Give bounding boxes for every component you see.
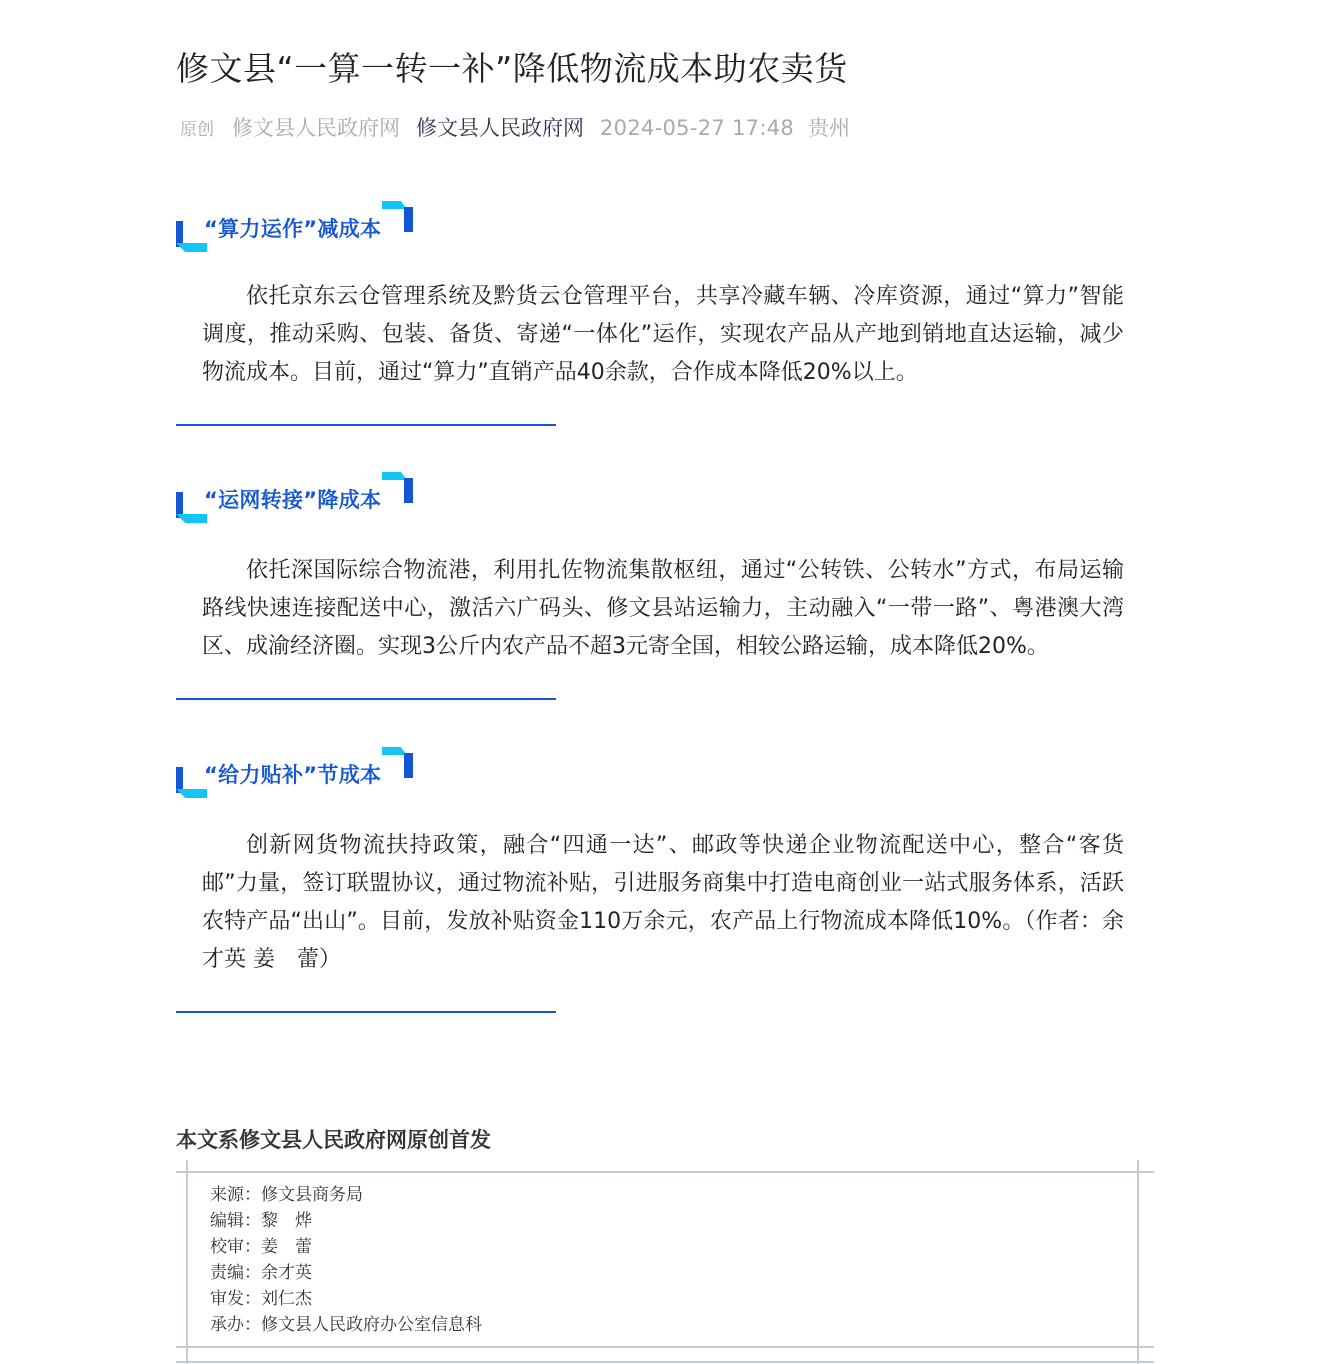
bracket-decoration-icon: [176, 243, 207, 252]
credit-row-source: [210, 1182, 482, 1208]
section-heading-label: “运网转接”降成本: [204, 488, 382, 512]
credit-key: 审发：: [210, 1289, 261, 1309]
credit-value: 黎 烨: [261, 1211, 312, 1231]
credits-table: [176, 1160, 1154, 1364]
credit-row-editor: [210, 1208, 482, 1234]
section-divider: [176, 1011, 556, 1013]
section-divider: [176, 698, 556, 700]
section-paragraph-2: 依托深国际综合物流港，利用扎佐物流集散枢纽，通过“公转铁、公转水”方式，布局运输路线快速连接配送中心，激活六广码头、修文县站运输力，主动融入“一带一路”、粤港澳大湾区、成渝经济圈。实现3公斤内农产品不超3元寄全国，相较公路运输，成本降低20%。: [202, 558, 1124, 659]
section-heading-label: “算力运作”减成本: [204, 217, 382, 241]
table-border: [176, 1346, 1154, 1348]
credit-key: 承办：: [210, 1315, 261, 1335]
section-paragraph-1: 依托京东云仓管理系统及黔货云仓管理平台，共享冷藏车辆、冷库资源，通过“算力”智能调度，推动采购、包装、备货、寄递“一体化”运作，实现农产品从产地到销地直达运输，减少物流成本。目前，通过“算力”直销产品40余款，合作成本降低20%以上。: [202, 284, 1124, 385]
credit-key: 校审：: [210, 1237, 261, 1257]
original-notice: 本文系修文县人民政府网原创首发: [176, 1128, 491, 1152]
section-heading-1: [176, 201, 416, 257]
section-heading-label: “给力贴补”节成本: [204, 763, 382, 787]
bracket-decoration-icon: [404, 207, 413, 232]
table-border: [176, 1361, 1154, 1363]
publish-datetime: 2024-05-27 17:48: [600, 116, 795, 140]
section-heading-3: [176, 747, 416, 803]
credit-row-proofreader: [210, 1234, 482, 1260]
credit-key: 来源：: [210, 1185, 261, 1205]
article-title: 修文县“一算一转一补”降低物流成本助农卖货: [176, 49, 848, 88]
credit-value: 修文县人民政府办公室信息科: [261, 1315, 482, 1335]
article-meta: [180, 112, 850, 142]
table-border: [186, 1160, 188, 1364]
publish-location: 贵州: [808, 116, 851, 140]
section-divider: [176, 424, 556, 426]
bracket-decoration-icon: [176, 514, 207, 523]
table-border: [176, 1171, 1154, 1173]
original-tag: 原创: [180, 120, 214, 140]
credit-row-responsible-editor: [210, 1260, 482, 1286]
source-link[interactable]: 修文县人民政府网: [416, 116, 584, 140]
section-heading-2: [176, 472, 416, 528]
credit-row-organizer: [210, 1312, 482, 1338]
credit-key: 编辑：: [210, 1211, 261, 1231]
credit-key: 责编：: [210, 1263, 261, 1283]
table-border: [1137, 1160, 1139, 1364]
bracket-decoration-icon: [176, 789, 207, 798]
bracket-decoration-icon: [404, 753, 413, 778]
bracket-decoration-icon: [404, 478, 413, 503]
section-paragraph-3: 创新网货物流扶持政策，融合“四通一达”、邮政等快递企业物流配送中心，整合“客货邮”力量，签订联盟协议，通过物流补贴，引进服务商集中打造电商创业一站式服务体系，活跃农特产品“出山”。目前，发放补贴资金110万余元，农产品上行物流成本降低10%。（作者：余才英 姜 蕾）: [202, 833, 1124, 972]
credit-value: 修文县商务局: [261, 1185, 363, 1205]
source-link-gray[interactable]: 修文县人民政府网: [232, 116, 400, 140]
credit-row-approver: [210, 1286, 482, 1312]
credits-list: [210, 1182, 482, 1338]
credit-value: 姜 蕾: [261, 1237, 312, 1257]
credit-value: 余才英: [261, 1263, 312, 1283]
credit-value: 刘仁杰: [261, 1289, 312, 1309]
